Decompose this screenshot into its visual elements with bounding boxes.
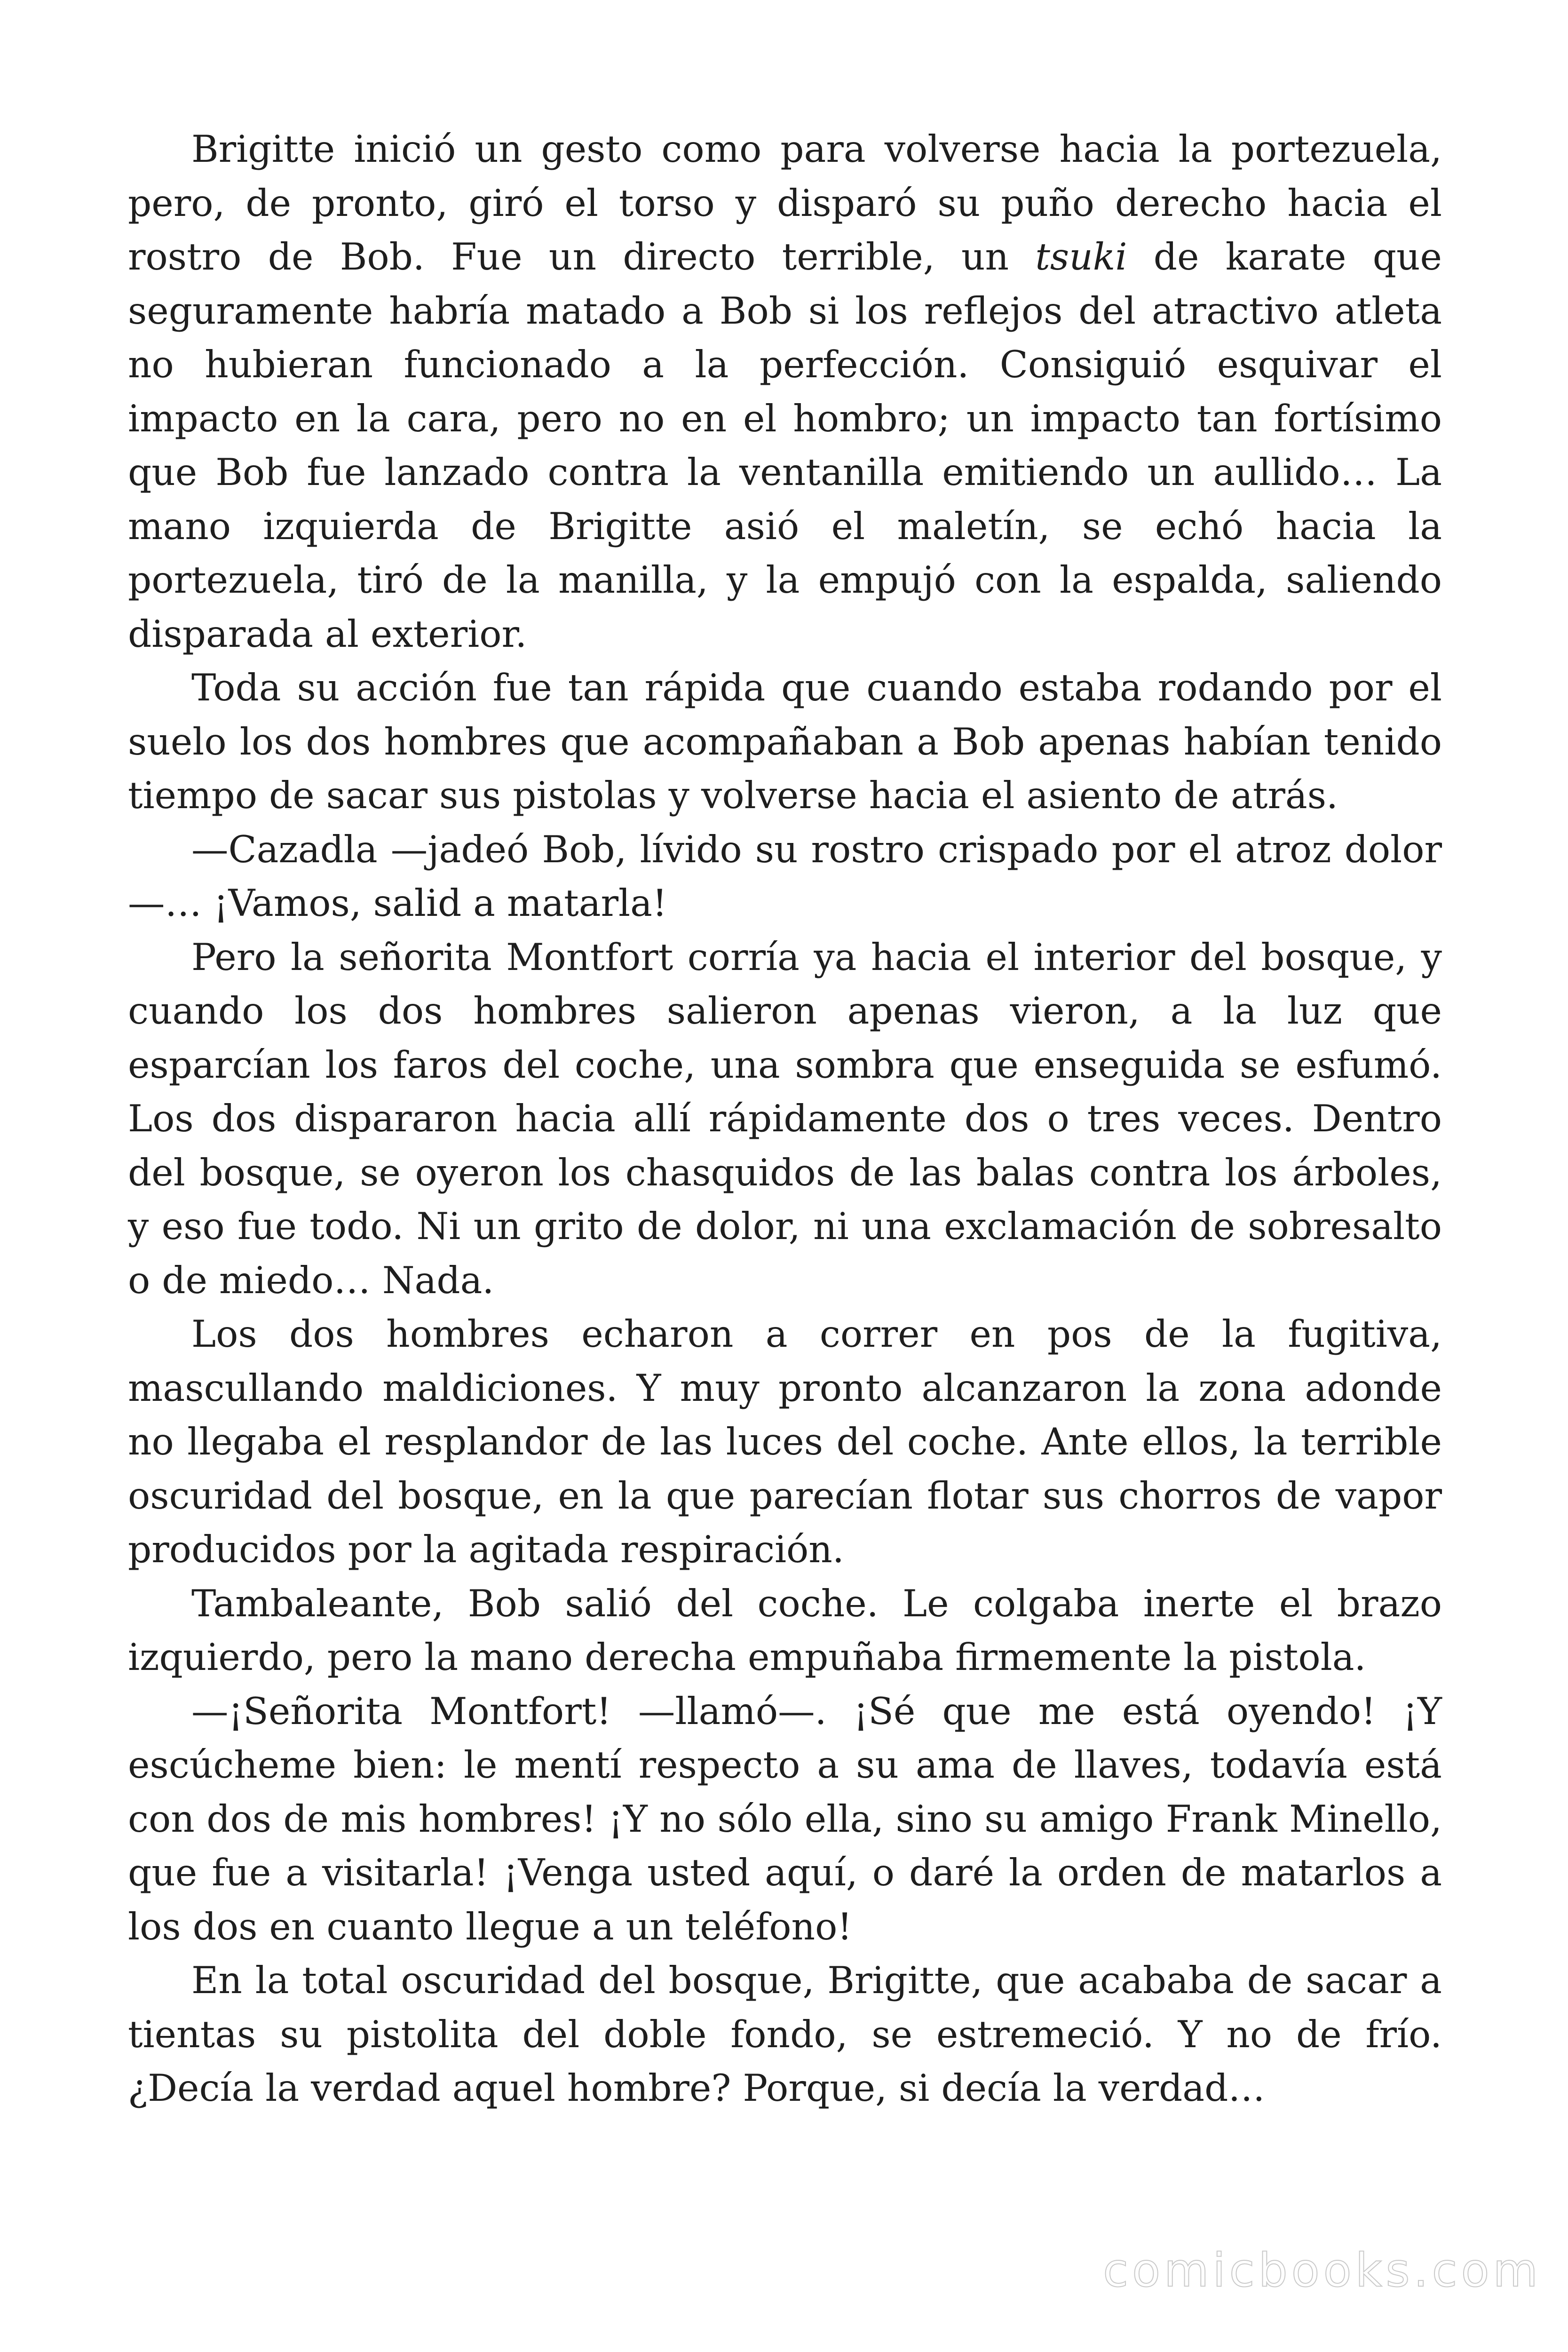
paragraph-5: Los dos hombres echaron a correr en pos de la fugitiva, mascullando maldiciones. Y muy pronto alcanzaron la zona adonde no llegaba el resplandor de las luces del coche. Ante ellos, la terrible oscuridad del bosque, en la que parecían flotar sus chorros de vapor producidos por la agitada respiración. <box>128 1312 1442 1571</box>
paragraph-8: En la total oscuridad del bosque, Brigitte, que acababa de sacar a tientas su pistolita del doble fondo, se estremeció. Y no de frío. ¿Decía la verdad aquel hombre? Porque, si decía la verdad… <box>128 1959 1442 2110</box>
paragraph-2: Toda su acción fue tan rápida que cuando estaba rodando por el suelo los dos hombres que acompañaban a Bob apenas habían tenido tiempo de sacar sus pistolas y volverse hacia el asiento de atrás. <box>128 666 1442 817</box>
paragraph-6: Tambaleante, Bob salió del coche. Le colgaba inerte el brazo izquierdo, pero la mano derecha empuñaba firmemente la pistola. <box>128 1581 1442 1679</box>
paragraph-1-text-end: de karate que seguramente habría matado a Bob si los reflejos del atractivo atleta no hubieran funcionado a la perfección. Consiguió esquivar el impacto en la cara, pero no en el hombro; un impacto tan fortísimo que Bob fue lanzado contra la ventanilla emitiendo un aullido… La mano izquierda de Brigitte asió el maletín, se echó hacia la portezuela, tiró de la manilla, y la empujó con la espalda, saliendo disparada al exterior. <box>128 235 1442 656</box>
watermark: comicbooks.com <box>1103 2244 1542 2297</box>
paragraph-7: —¡Señorita Montfort! —llamó—. ¡Sé que me está oyendo! ¡Y escúcheme bien: le mentí respecto a su ama de llaves, todavía está con dos de mis hombres! ¡Y no sólo ella, sino su amigo Frank Minello, que fue a visitarla! ¡Venga usted aquí, o daré la orden de matarlos a los dos en cuanto llegue a un teléfono! <box>128 1689 1442 1948</box>
paragraph-1 <box>128 122 1442 661</box>
paragraph-1-italic-term: tsuki <box>1035 235 1127 278</box>
paragraph-1-text-start: Brigitte inició un gesto como para volverse hacia la portezuela, pero, de pronto, giró el torso y disparó su puño derecho hacia el rostro de Bob. Fue un directo terrible, un <box>128 127 1442 278</box>
paragraph-4: Pero la señorita Montfort corría ya hacia el interior del bosque, y cuando los dos hombres salieron apenas vieron, a la luz que esparcían los faros del coche, una sombra que enseguida se esfumó. Los dos dispararon hacia allí rápidamente dos o tres veces. Dentro del bosque, se oyeron los chasquidos de las balas contra los árboles, y eso fue todo. Ni un grito de dolor, ni una exclamación de sobresalto o de miedo… Nada. <box>128 935 1442 1302</box>
paragraph-3: —Cazadla —jadeó Bob, lívido su rostro crispado por el atroz dolor—… ¡Vamos, salid a matarla! <box>128 827 1442 925</box>
page-body <box>128 122 1442 2115</box>
